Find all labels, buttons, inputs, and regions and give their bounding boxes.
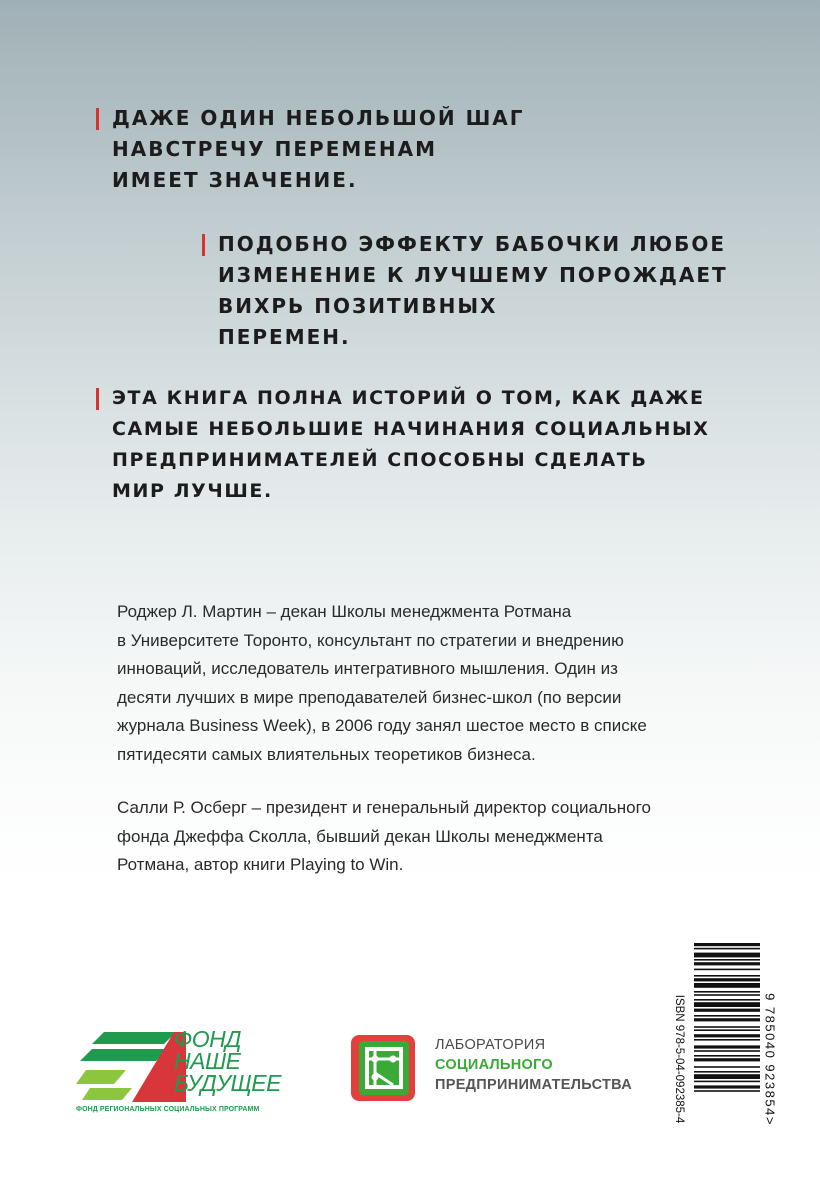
barcode-bar <box>694 1039 760 1041</box>
quote-2 <box>218 229 728 353</box>
barcode-bar <box>694 1034 760 1037</box>
fond-nashe-budushchee-logo <box>76 1026 296 1118</box>
quote-1-line-3: ИМЕЕТ ЗНАЧЕНИЕ. <box>112 168 358 192</box>
lab-name <box>435 1035 632 1095</box>
barcode-bar <box>694 969 760 971</box>
barcode-bar <box>694 1055 760 1057</box>
lab-logo <box>349 1033 649 1105</box>
barcode-bar <box>694 1029 760 1031</box>
quote-3 <box>112 383 710 507</box>
lab-name-line-3: ПРЕДПРИНИМАТЕЛЬСТВА <box>435 1077 632 1093</box>
barcode-bar <box>694 994 760 996</box>
barcode-bar <box>694 1018 760 1021</box>
quote-1-line-2: НАВСТРЕЧУ ПЕРЕМЕНАМ <box>112 137 438 161</box>
barcode-bar <box>694 978 760 981</box>
lab-name-line-2: СОЦИАЛЬНОГО <box>435 1057 554 1073</box>
bio-1-line-5: журнала Business Week), в 2006 году занял шестое место в списке <box>117 716 647 735</box>
fond-name <box>174 1028 281 1094</box>
quote-3-line-1: ЭТА КНИГА ПОЛНА ИСТОРИЙ О ТОМ, КАК ДАЖЕ <box>112 387 705 409</box>
fond-name-line-3: БУДУЩЕЕ <box>174 1070 281 1096</box>
barcode-bar <box>694 1090 760 1092</box>
bio-1-line-3: инноваций, исследователь интегративного мышления. Один из <box>117 659 618 678</box>
quote-2-line-4: ПЕРЕМЕН. <box>218 325 351 349</box>
barcode-bar <box>694 1045 760 1048</box>
fond-name-line-1: ФОНД <box>174 1026 241 1052</box>
quote-3-line-3: ПРЕДПРИНИМАТЕЛЕЙ СПОСОБНЫ СДЕЛАТЬ <box>112 449 648 471</box>
isbn-digits-text: 9 785040 923854 <box>762 993 778 1117</box>
bio-1-line-2: в Университете Торонто, консультант по стратегии и внедрению <box>117 630 624 650</box>
barcode-bar <box>694 962 760 965</box>
bio-2-line-2: фонда Джеффа Сколла, бывший декан Школы менеджмента <box>117 826 603 846</box>
lab-emblem-icon <box>349 1033 417 1103</box>
quote-2-line-1: ПОДОБНО ЭФФЕКТУ БАБОЧКИ ЛЮБОЕ <box>218 232 727 256</box>
barcode-bar <box>694 1081 760 1083</box>
bio-1-line-6: пятидесяти самых влиятельных теоретиков бизнеса. <box>117 744 536 764</box>
barcode-bar <box>694 999 760 1001</box>
barcode-bar <box>694 1085 760 1088</box>
quote-1-line-1: ДАЖЕ ОДИН НЕБОЛЬШОЙ ШАГ <box>112 106 525 130</box>
fond-subtitle: ФОНД РЕГИОНАЛЬНЫХ СОЦИАЛЬНЫХ ПРОГРАММ <box>76 1106 260 1113</box>
quote-2-marker <box>202 234 205 256</box>
bio-1-line-1: Роджер Л. Мартин – декан Школы менеджмента Ротмана <box>117 602 572 621</box>
isbn-arrow: > <box>762 1116 778 1126</box>
quote-1-marker <box>96 108 99 130</box>
quote-3-line-2: САМЫЕ НЕБОЛЬШИЕ НАЧИНАНИЯ СОЦИАЛЬНЫХ <box>112 418 710 440</box>
barcode-bar <box>694 1002 760 1007</box>
author-bio-osberg <box>117 794 737 880</box>
barcode-bar <box>694 1050 760 1052</box>
barcode-bar <box>694 1074 760 1079</box>
quote-3-marker <box>96 388 99 410</box>
barcode-bar <box>694 975 760 977</box>
barcode-bar <box>694 1026 760 1028</box>
fond-name-line-2: НАШЕ <box>174 1048 241 1074</box>
barcode-bar <box>694 959 760 961</box>
barcode-bar <box>694 948 760 950</box>
quote-2-line-3: ВИХРЬ ПОЗИТИВНЫХ <box>218 294 498 318</box>
quote-1 <box>112 103 525 196</box>
barcode-bar <box>694 953 760 958</box>
barcode-bar <box>694 1071 760 1073</box>
bio-2-line-1: Салли Р. Осберг – президент и генеральный директор социального <box>117 798 651 817</box>
author-bio-martin <box>117 598 737 769</box>
barcode-bar <box>694 991 760 993</box>
fond-emblem-icon <box>76 1030 186 1102</box>
quote-3-line-4: МИР ЛУЧШЕ. <box>112 480 273 502</box>
bio-1-line-4: десяти лучших в мире преподавателей бизнес-школ (по версии <box>117 687 622 707</box>
quote-2-line-2: ИЗМЕНЕНИЕ К ЛУЧШЕМУ ПОРОЖДАЕТ <box>218 263 728 287</box>
isbn-barcode <box>694 943 760 1161</box>
barcode-bar <box>694 1015 760 1017</box>
barcode-bar <box>694 1009 760 1012</box>
bio-2-line-3: Ротмана, автор книги Playing to Win. <box>117 855 404 874</box>
isbn-digits <box>763 950 778 1170</box>
isbn-text: ISBN 978-5-04-092385-4 <box>673 994 685 1124</box>
barcode-bar <box>694 983 760 988</box>
lab-name-line-1: ЛАБОРАТОРИЯ <box>435 1037 546 1053</box>
barcode-bar <box>694 943 760 946</box>
barcode-bar <box>694 1066 760 1068</box>
barcode-bar <box>694 1058 760 1061</box>
